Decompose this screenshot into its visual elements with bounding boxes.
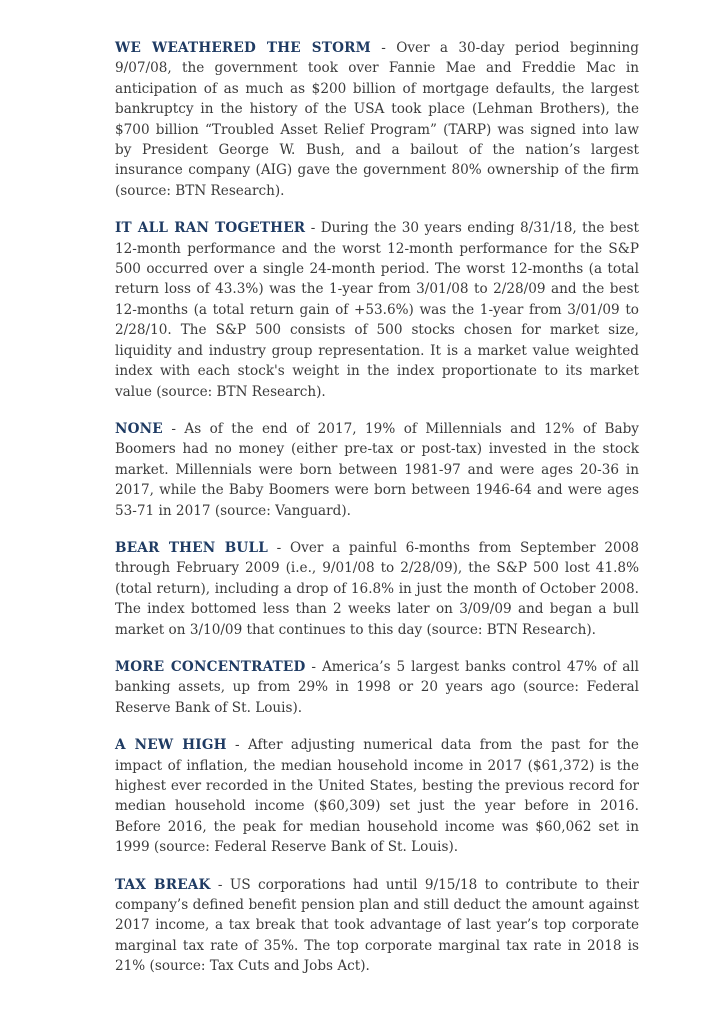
article-we-weathered-the-storm (115, 38, 639, 201)
article-a-new-high (115, 735, 639, 857)
article-heading: A NEW HIGH (115, 737, 227, 754)
document-page (115, 38, 639, 994)
article-heading: IT ALL RAN TOGETHER (115, 220, 306, 237)
article-more-concentrated (115, 657, 639, 718)
heading-separator: - (267, 539, 290, 556)
heading-separator: - (370, 40, 397, 56)
article-body: Over a painful 6-months from September 2008 through February 2009 (i.e., 9/01/08 to 2/28/09), the S&P 500 lost 41.8% (total return), including a drop of 16.8% in just the month of October 2008. The index bottomed less than 2 weeks later on 3/09/09 and began a bull market on 3/10/09 that continues to this day (source: BTN Research). (115, 539, 639, 638)
article-body: After adjusting numerical data from the past for the impact of inflation, the median household income in 2017 ($61,372) is the highest ever recorded in the United States, besting the previous record for median household income ($60,309) set just the year before in 2016. Before 2016, the peak for median household income was $60,062 set in 1999 (source: Federal Reserve Bank of St. Louis). (115, 737, 639, 856)
article-none (115, 419, 639, 521)
article-bear-then-bull (115, 538, 639, 640)
article-heading: BEAR THEN BULL (115, 539, 268, 556)
heading-separator: - (226, 737, 248, 754)
article-body: US corporations had until 9/15/18 to contribute to their company’s defined benefit pension plan and still deduct the amount against 2017 income, a tax break that took advantage of last year’s top corporate marginal tax rate of 35%. The top corporate marginal tax rate in 2018 is 21% (source: Tax Cuts and Jobs Act). (115, 876, 639, 975)
article-body: Over a 30-day period beginning 9/07/08, the government took over Fannie Mae and Freddie Mac in anticipation of as much as $200 billion of mortgage defaults, the largest bankruptcy in the history of the USA took place (Lehman Brothers), the $700 billion “Troubled Asset Relief Program” (TARP) was signed into law by President George W. Bush, and a bailout of the nation’s largest insurance company (AIG) gave the government 80% ownership of the firm (source: BTN Research). (115, 40, 639, 199)
article-body: America’s 5 largest banks control 47% of all banking assets, up from 29% in 1998 or 20 years ago (source: Federal Reserve Bank of St. Louis). (115, 658, 639, 716)
heading-separator: - (210, 876, 230, 893)
article-tax-break (115, 875, 639, 977)
heading-separator: - (162, 420, 185, 437)
heading-separator: - (305, 220, 321, 237)
article-heading: MORE CONCENTRATED (115, 658, 306, 675)
article-it-all-ran-together (115, 218, 639, 402)
article-heading: TAX BREAK (115, 876, 211, 893)
heading-separator: - (305, 658, 322, 675)
article-heading: NONE (115, 420, 163, 437)
article-heading: WE WEATHERED THE STORM (115, 40, 371, 56)
article-body: As of the end of 2017, 19% of Millennials and 12% of Baby Boomers had no money (either pre-tax or post-tax) invested in the stock market. Millennials were born between 1981-97 and were ages 20-36 in 2017, while the Baby Boomers were born between 1946-64 and were ages 53-71 in 2017 (source: Vanguard). (115, 420, 639, 519)
article-body: During the 30 years ending 8/31/18, the best 12-month performance and the worst 12-month performance for the S&P 500 occurred over a single 24-month period. The worst 12-months (a total return loss of 43.3%) was the 1-year from 3/01/08 to 2/28/09 and the best 12-months (a total return gain of +53.6%) was the 1-year from 3/01/09 to 2/28/10. The S&P 500 consists of 500 stocks chosen for market size, liquidity and industry group representation. It is a market value weighted index with each stock's weight in the index proportionate to its market value (source: BTN Research). (115, 220, 639, 400)
